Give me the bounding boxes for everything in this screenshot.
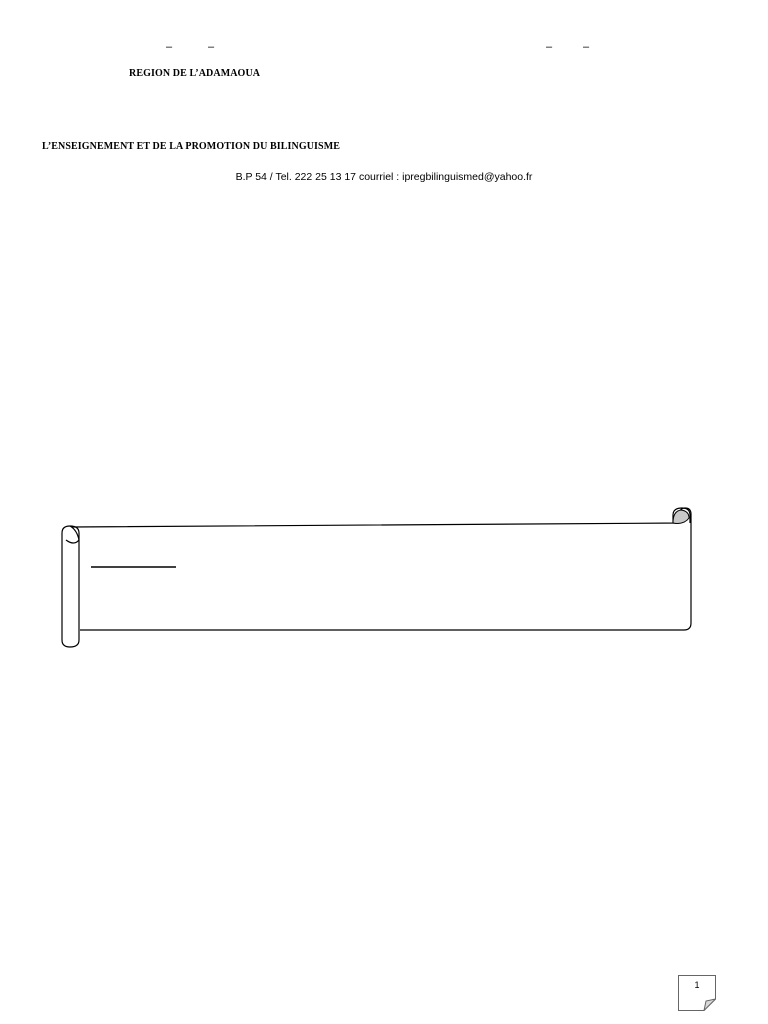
contact-line: B.P 54 / Tel. 222 25 13 17 courriel : ipregbilinguismed@yahoo.fr xyxy=(235,171,533,183)
header-dash-left-1: – xyxy=(166,41,173,53)
scroll-left-roll xyxy=(62,526,79,647)
header-dash-right-1: – xyxy=(546,41,553,53)
scroll-right-curl-shade xyxy=(673,510,689,523)
page-number: 1 xyxy=(694,980,700,990)
scroll-body xyxy=(72,508,691,630)
header-dash-right-2: – xyxy=(583,41,590,53)
header-dash-left-2: – xyxy=(208,41,215,53)
ministry-heading: L’ENSEIGNEMENT ET DE LA PROMOTION DU BILINGUISME xyxy=(42,141,341,152)
region-heading: REGION DE L’ADAMAOUA xyxy=(129,68,261,79)
